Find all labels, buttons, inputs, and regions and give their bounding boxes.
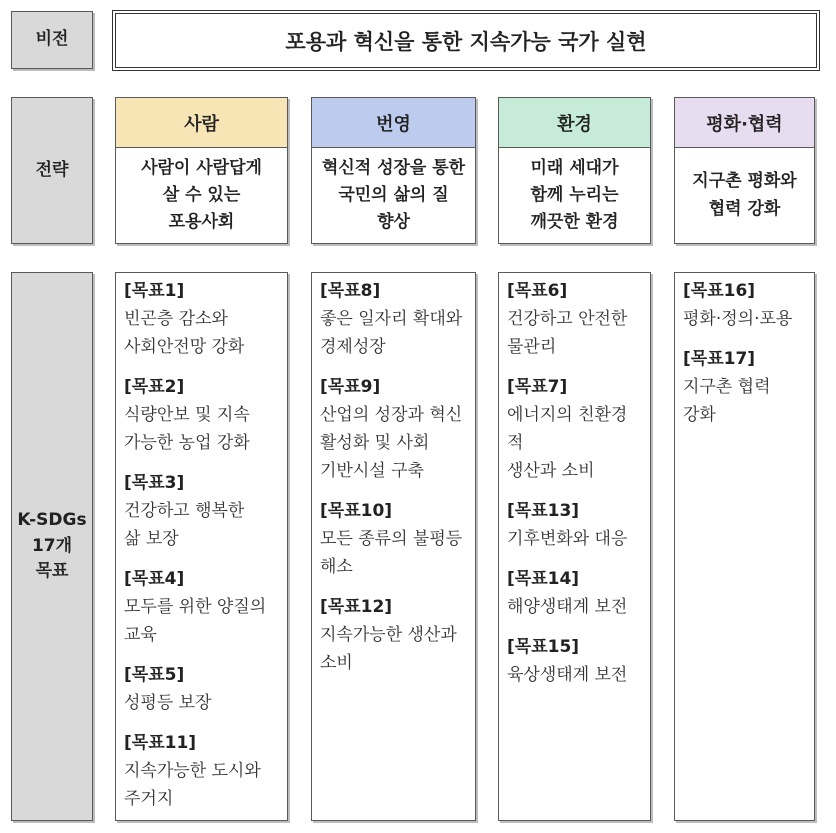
goal-number: [목표11] xyxy=(124,733,197,753)
strategy-desc-people: 사람이 사람답게 살 수 있는 포용사회 xyxy=(141,157,262,233)
vision-text: 포용과 혁신을 통한 지속가능 국가 실현 xyxy=(285,29,647,54)
goal-item xyxy=(507,565,642,621)
goal-number: [목표5] xyxy=(124,665,185,685)
strategy-desc-prosperity: 혁신적 성장을 통한 국민의 삶의 질 향상 xyxy=(321,157,466,233)
strategy-environment xyxy=(498,97,651,244)
goal-item xyxy=(320,277,467,361)
goal-text: 육상생태계 보전 xyxy=(507,665,628,685)
goal-number: [목표10] xyxy=(320,501,393,521)
goals-column-prosperity xyxy=(311,272,476,821)
goal-text: 지속가능한 도시와 주거지 xyxy=(124,761,261,809)
goal-number: [목표2] xyxy=(124,377,185,397)
strategy-title-peace: 평화·협력 xyxy=(675,98,814,148)
goal-number: [목표8] xyxy=(320,281,381,301)
goal-number: [목표9] xyxy=(320,377,381,397)
goal-number: [목표16] xyxy=(683,281,756,301)
goal-text: 모두를 위한 양질의 교육 xyxy=(124,597,267,645)
goal-text: 산업의 성장과 혁신 활성화 및 사회 기반시설 구축 xyxy=(320,405,463,481)
strategy-row-label xyxy=(11,97,93,244)
goal-number: [목표12] xyxy=(320,597,393,617)
strategy-label-text: 전략 xyxy=(35,159,69,180)
goal-item xyxy=(124,277,279,361)
goal-text: 해양생태계 보전 xyxy=(507,597,628,617)
goal-text: 지구촌 협력 강화 xyxy=(683,377,771,425)
strategy-desc-environment: 미래 세대가 함께 누리는 깨끗한 환경 xyxy=(530,157,619,233)
strategy-title-environment: 환경 xyxy=(499,98,650,148)
goal-number: [목표14] xyxy=(507,569,580,589)
goal-text: 성평등 보장 xyxy=(124,693,212,713)
goals-label-text: K-SDGs 17개 목표 xyxy=(17,510,87,582)
goal-item xyxy=(683,345,806,429)
strategy-prosperity xyxy=(311,97,476,244)
vision-label-text: 비전 xyxy=(35,29,69,50)
goal-item xyxy=(507,277,642,361)
goal-number: [목표4] xyxy=(124,569,185,589)
goal-number: [목표15] xyxy=(507,637,580,657)
strategy-peace xyxy=(674,97,815,244)
goal-text: 건강하고 행복한 삶 보장 xyxy=(124,501,245,549)
goal-text: 지속가능한 생산과 소비 xyxy=(320,625,457,673)
goal-text: 모든 종류의 불평등 해소 xyxy=(320,529,463,577)
goal-text: 좋은 일자리 확대와 경제성장 xyxy=(320,309,463,357)
goal-item xyxy=(507,373,642,485)
goal-text: 기후변화와 대응 xyxy=(507,529,628,549)
goal-item xyxy=(124,565,279,649)
goal-number: [목표6] xyxy=(507,281,568,301)
goal-number: [목표17] xyxy=(683,349,756,369)
goal-number: [목표3] xyxy=(124,473,185,493)
strategy-title-people: 사람 xyxy=(116,98,287,148)
goals-column-peace xyxy=(674,272,815,821)
goal-text: 건강하고 안전한 물관리 xyxy=(507,309,628,357)
goal-item xyxy=(320,593,467,677)
goal-text: 에너지의 친환경적 생산과 소비 xyxy=(507,405,628,481)
strategy-people xyxy=(115,97,288,244)
goal-item xyxy=(683,277,806,333)
goal-number: [목표13] xyxy=(507,501,580,521)
goal-item xyxy=(124,373,279,457)
goals-row-label xyxy=(11,272,93,821)
goals-column-people xyxy=(115,272,288,821)
goals-column-environment xyxy=(498,272,651,821)
goal-number: [목표7] xyxy=(507,377,568,397)
goal-text: 식량안보 및 지속 가능한 농업 강화 xyxy=(124,405,250,453)
strategy-title-prosperity: 번영 xyxy=(312,98,475,148)
goal-number: [목표1] xyxy=(124,281,185,301)
goal-item xyxy=(507,633,642,689)
goal-item xyxy=(507,497,642,553)
vision-box xyxy=(115,13,817,68)
goal-item xyxy=(320,373,467,485)
goal-item xyxy=(124,729,279,813)
goal-item xyxy=(124,469,279,553)
goal-text: 평화·정의·포용 xyxy=(683,309,793,329)
goal-item xyxy=(124,661,279,717)
vision-row-label xyxy=(11,11,93,69)
goal-item xyxy=(320,497,467,581)
goal-text: 빈곤층 감소와 사회안전망 강화 xyxy=(124,309,245,357)
strategy-desc-peace: 지구촌 평화와 협력 강화 xyxy=(692,171,797,219)
